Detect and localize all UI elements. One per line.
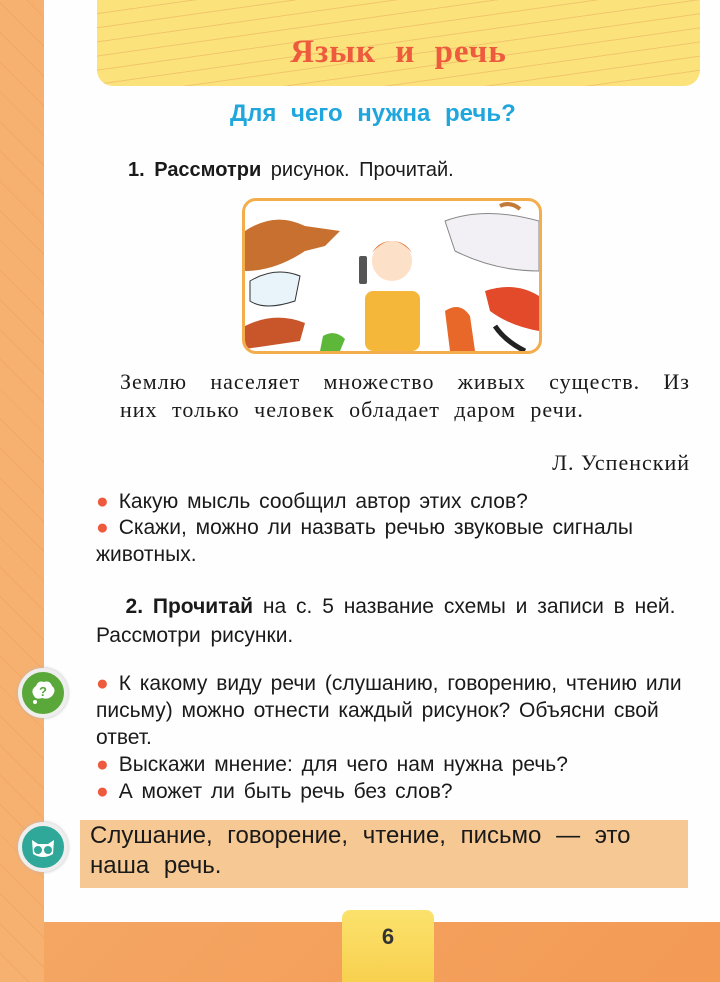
question-item: ● А может ли быть речь без слов? xyxy=(96,780,453,803)
section-subtitle: Для чего нужна речь? xyxy=(230,100,516,127)
question-item: ● Скажи, можно ли назвать речью звуковые сигналы животных. xyxy=(96,516,634,566)
owl-icon xyxy=(18,822,68,872)
bullet-icon: ● xyxy=(96,516,109,539)
bullet-icon: ● xyxy=(96,753,109,776)
bullet-icon: ● xyxy=(96,672,109,695)
task-1-text: рисунок. Прочитай. xyxy=(261,159,454,181)
bullet-icon: ● xyxy=(96,780,109,803)
page-number: 6 xyxy=(381,924,395,949)
illustration-image xyxy=(245,201,539,351)
bullet-icon: ● xyxy=(96,490,109,513)
quote-author: Л. Успенский xyxy=(552,450,690,475)
title-band xyxy=(97,0,700,86)
question-item: ● Какую мысль сообщил автор этих слов? xyxy=(96,490,528,513)
task-2-text: на с. 5 название схемы и записи в ней. Рассмотри рисунки. xyxy=(96,595,676,647)
page-title: Язык и речь xyxy=(290,34,507,70)
quote-text: Землю населяет множество живых существ. Из них только человек обладает даром речи. xyxy=(120,369,690,422)
rule-text: Слушание, говорение, чтение, письмо — это наша речь. xyxy=(90,822,631,879)
illustration-boy-animals xyxy=(242,198,542,354)
question-cloud-icon xyxy=(18,668,68,718)
task-1-number: 1. Рассмотри xyxy=(128,159,262,181)
question-item: ● К какому виду речи (слушанию, говорению, чтению или письму) можно отнести каждый рисунок? Объясни свой ответ. xyxy=(96,672,682,749)
task-2 xyxy=(96,592,690,650)
svg-text:?: ? xyxy=(39,684,47,699)
task-1 xyxy=(128,156,454,185)
page-number-tab xyxy=(342,910,434,982)
task-2-number: 2. Прочитай xyxy=(125,595,254,618)
question-item: ● Выскажи мнение: для чего нам нужна речь? xyxy=(96,753,568,776)
